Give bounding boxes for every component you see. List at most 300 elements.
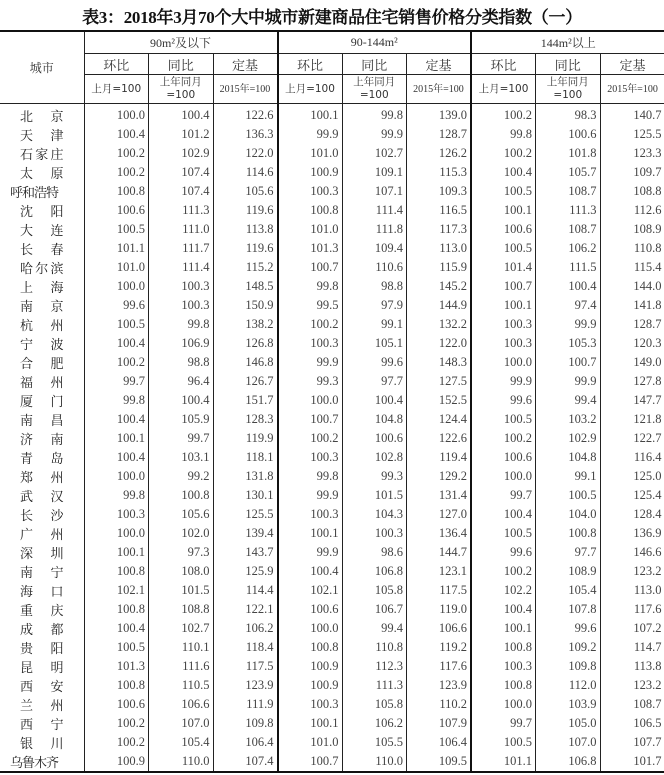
index-value: 110.2 <box>407 695 472 714</box>
index-value: 139.0 <box>407 104 472 126</box>
index-value: 149.0 <box>600 353 664 372</box>
index-value: 98.8 <box>342 277 407 296</box>
city-name: 长春 <box>20 243 64 258</box>
sub-header: 定基 <box>407 54 472 75</box>
index-value: 100.7 <box>471 277 536 296</box>
index-value: 105.8 <box>342 581 407 600</box>
index-value: 100.3 <box>278 182 343 201</box>
index-value: 119.0 <box>407 600 472 619</box>
index-value: 119.6 <box>213 239 278 258</box>
table-row <box>0 334 664 353</box>
index-value: 113.8 <box>600 657 664 676</box>
index-value: 100.5 <box>84 315 149 334</box>
index-value: 99.1 <box>342 315 407 334</box>
index-value: 100.6 <box>471 220 536 239</box>
group-header: 144m²以上 <box>471 31 664 54</box>
index-value: 109.4 <box>342 239 407 258</box>
index-value: 113.8 <box>213 220 278 239</box>
index-value: 114.7 <box>600 638 664 657</box>
index-value: 104.8 <box>342 410 407 429</box>
index-value: 100.3 <box>149 277 214 296</box>
index-value: 99.6 <box>471 543 536 562</box>
index-value: 127.0 <box>407 505 472 524</box>
index-value: 139.4 <box>213 524 278 543</box>
index-value: 100.8 <box>471 676 536 695</box>
index-value: 100.4 <box>342 391 407 410</box>
unit-header: 上年同月=100 <box>342 75 407 104</box>
index-value: 99.7 <box>84 372 149 391</box>
index-value: 143.7 <box>213 543 278 562</box>
index-value: 100.5 <box>471 410 536 429</box>
index-value: 100.6 <box>536 125 601 144</box>
index-value: 122.1 <box>213 600 278 619</box>
index-value: 100.8 <box>278 201 343 220</box>
index-value: 108.9 <box>600 220 664 239</box>
index-value: 97.9 <box>342 296 407 315</box>
city-name: 济南 <box>20 433 64 448</box>
index-value: 100.5 <box>84 220 149 239</box>
index-value: 99.6 <box>84 296 149 315</box>
index-value: 100.6 <box>471 448 536 467</box>
index-value: 109.8 <box>213 714 278 733</box>
index-value: 122.6 <box>213 104 278 126</box>
index-value: 100.3 <box>342 524 407 543</box>
index-value: 117.5 <box>213 657 278 676</box>
index-value: 115.2 <box>213 258 278 277</box>
city-name: 青岛 <box>20 452 64 467</box>
index-value: 100.9 <box>278 163 343 182</box>
index-value: 97.7 <box>342 372 407 391</box>
index-value: 111.8 <box>342 220 407 239</box>
index-value: 106.4 <box>407 733 472 752</box>
index-value: 111.7 <box>149 239 214 258</box>
index-value: 140.7 <box>600 104 664 126</box>
index-value: 136.3 <box>213 125 278 144</box>
index-value: 100.0 <box>84 467 149 486</box>
index-value: 122.6 <box>407 429 472 448</box>
index-value: 100.5 <box>471 182 536 201</box>
index-value: 127.8 <box>600 372 664 391</box>
index-value: 100.2 <box>84 353 149 372</box>
sub-header: 同比 <box>342 54 407 75</box>
unit-header: 上年同月=100 <box>149 75 214 104</box>
index-value: 100.6 <box>84 201 149 220</box>
index-value: 99.9 <box>278 353 343 372</box>
index-value: 106.6 <box>149 695 214 714</box>
index-value: 100.4 <box>84 410 149 429</box>
index-value: 99.8 <box>278 467 343 486</box>
index-value: 109.7 <box>600 163 664 182</box>
index-value: 101.3 <box>278 239 343 258</box>
city-name: 重庆 <box>20 604 64 619</box>
index-value: 99.9 <box>278 125 343 144</box>
index-value: 124.4 <box>407 410 472 429</box>
index-value: 100.5 <box>536 486 601 505</box>
index-value: 110.6 <box>342 258 407 277</box>
index-value: 106.4 <box>213 733 278 752</box>
index-value: 100.1 <box>84 429 149 448</box>
index-value: 101.2 <box>149 125 214 144</box>
index-value: 108.7 <box>536 220 601 239</box>
index-value: 99.8 <box>149 315 214 334</box>
index-value: 100.4 <box>149 104 214 126</box>
index-value: 110.0 <box>342 752 407 772</box>
unit-header: 上月=100 <box>471 75 536 104</box>
index-value: 117.5 <box>407 581 472 600</box>
unit-header: 上月=100 <box>84 75 149 104</box>
index-value: 141.8 <box>600 296 664 315</box>
table-row <box>0 429 664 448</box>
table-row <box>0 144 664 163</box>
column-header-city: 城市 <box>0 31 84 104</box>
table-row <box>0 296 664 315</box>
index-value: 100.2 <box>84 714 149 733</box>
index-value: 116.5 <box>407 201 472 220</box>
city-name: 郑州 <box>20 471 64 486</box>
index-value: 100.3 <box>471 315 536 334</box>
index-value: 100.0 <box>278 619 343 638</box>
sub-header: 定基 <box>600 54 664 75</box>
index-value: 100.3 <box>278 448 343 467</box>
index-value: 99.7 <box>471 714 536 733</box>
index-value: 108.8 <box>600 182 664 201</box>
index-value: 106.9 <box>149 334 214 353</box>
city-name: 西安 <box>20 680 64 695</box>
index-value: 100.5 <box>471 239 536 258</box>
table-row <box>0 201 664 220</box>
table-row <box>0 353 664 372</box>
index-value: 122.7 <box>600 429 664 448</box>
table-row <box>0 258 664 277</box>
city-name: 太原 <box>20 167 64 182</box>
index-value: 100.1 <box>278 714 343 733</box>
index-value: 100.5 <box>84 638 149 657</box>
index-value: 146.6 <box>600 543 664 562</box>
city-name: 上海 <box>20 281 64 296</box>
index-value: 99.1 <box>536 467 601 486</box>
index-value: 117.6 <box>407 657 472 676</box>
index-value: 123.9 <box>407 676 472 695</box>
index-value: 99.9 <box>536 315 601 334</box>
index-value: 148.5 <box>213 277 278 296</box>
index-value: 116.4 <box>600 448 664 467</box>
index-value: 148.3 <box>407 353 472 372</box>
city-name: 天津 <box>20 129 64 144</box>
index-value: 113.0 <box>600 581 664 600</box>
index-value: 122.0 <box>407 334 472 353</box>
index-value: 117.3 <box>407 220 472 239</box>
index-value: 110.8 <box>600 239 664 258</box>
index-value: 111.6 <box>149 657 214 676</box>
table-row <box>0 315 664 334</box>
index-value: 100.0 <box>84 524 149 543</box>
index-value: 119.6 <box>213 201 278 220</box>
index-value: 99.9 <box>471 372 536 391</box>
index-value: 110.1 <box>149 638 214 657</box>
index-value: 107.4 <box>213 752 278 772</box>
index-value: 100.0 <box>278 391 343 410</box>
index-value: 100.2 <box>471 429 536 448</box>
table-row <box>0 391 664 410</box>
index-value: 144.0 <box>600 277 664 296</box>
index-value: 118.4 <box>213 638 278 657</box>
index-value: 108.7 <box>536 182 601 201</box>
index-value: 106.8 <box>342 562 407 581</box>
index-value: 100.0 <box>84 277 149 296</box>
table-row <box>0 410 664 429</box>
index-value: 100.8 <box>84 182 149 201</box>
index-value: 115.3 <box>407 163 472 182</box>
index-value: 105.4 <box>536 581 601 600</box>
table-row <box>0 619 664 638</box>
index-value: 99.6 <box>471 391 536 410</box>
index-value: 107.7 <box>600 733 664 752</box>
index-value: 100.7 <box>278 410 343 429</box>
index-value: 100.2 <box>278 429 343 448</box>
index-value: 102.2 <box>471 581 536 600</box>
table-row <box>0 486 664 505</box>
index-value: 131.8 <box>213 467 278 486</box>
index-value: 109.5 <box>407 752 472 772</box>
index-value: 100.5 <box>471 524 536 543</box>
index-value: 99.9 <box>536 372 601 391</box>
city-name: 贵阳 <box>20 642 64 657</box>
index-value: 144.9 <box>407 296 472 315</box>
city-name: 沈阳 <box>20 205 64 220</box>
city-name: 银川 <box>20 737 64 752</box>
index-value: 100.1 <box>84 543 149 562</box>
index-value: 108.9 <box>536 562 601 581</box>
index-value: 125.5 <box>600 125 664 144</box>
index-value: 100.4 <box>471 505 536 524</box>
index-value: 105.6 <box>213 182 278 201</box>
index-value: 103.9 <box>536 695 601 714</box>
index-value: 111.4 <box>342 201 407 220</box>
index-value: 112.3 <box>342 657 407 676</box>
index-value: 126.8 <box>213 334 278 353</box>
index-value: 110.8 <box>342 638 407 657</box>
index-value: 107.9 <box>407 714 472 733</box>
index-value: 113.0 <box>407 239 472 258</box>
index-value: 123.1 <box>407 562 472 581</box>
index-value: 100.4 <box>84 334 149 353</box>
index-value: 101.0 <box>84 258 149 277</box>
index-value: 100.9 <box>278 676 343 695</box>
index-value: 99.3 <box>342 467 407 486</box>
index-value: 99.4 <box>536 391 601 410</box>
index-value: 99.9 <box>278 543 343 562</box>
index-value: 101.0 <box>278 733 343 752</box>
index-value: 100.1 <box>278 524 343 543</box>
city-name: 福州 <box>20 376 64 391</box>
index-value: 100.4 <box>471 600 536 619</box>
index-value: 107.0 <box>536 733 601 752</box>
index-value: 100.9 <box>278 657 343 676</box>
index-value: 99.7 <box>471 486 536 505</box>
index-value: 100.7 <box>278 752 343 772</box>
index-value: 100.4 <box>84 125 149 144</box>
index-value: 109.2 <box>536 638 601 657</box>
index-value: 128.3 <box>213 410 278 429</box>
index-value: 128.7 <box>600 315 664 334</box>
index-value: 120.3 <box>600 334 664 353</box>
index-value: 129.2 <box>407 467 472 486</box>
group-header: 90-144m² <box>278 31 472 54</box>
city-name: 深圳 <box>20 547 64 562</box>
index-value: 98.8 <box>149 353 214 372</box>
table-row <box>0 277 664 296</box>
index-value: 115.9 <box>407 258 472 277</box>
index-value: 100.5 <box>471 733 536 752</box>
index-value: 105.9 <box>149 410 214 429</box>
index-value: 104.0 <box>536 505 601 524</box>
index-value: 101.0 <box>278 220 343 239</box>
index-value: 98.6 <box>342 543 407 562</box>
city-name: 海口 <box>20 585 64 600</box>
table-row <box>0 448 664 467</box>
table-row <box>0 676 664 695</box>
unit-header: 2015年=100 <box>600 75 664 104</box>
index-value: 119.4 <box>407 448 472 467</box>
index-value: 107.0 <box>149 714 214 733</box>
index-value: 106.8 <box>536 752 601 772</box>
index-value: 109.3 <box>407 182 472 201</box>
index-value: 119.9 <box>213 429 278 448</box>
unit-header: 上年同月=100 <box>536 75 601 104</box>
index-value: 100.4 <box>149 391 214 410</box>
index-value: 106.6 <box>407 619 472 638</box>
index-value: 101.1 <box>84 239 149 258</box>
index-value: 114.4 <box>213 581 278 600</box>
index-value: 152.5 <box>407 391 472 410</box>
index-value: 107.2 <box>600 619 664 638</box>
table-row <box>0 600 664 619</box>
table-row <box>0 125 664 144</box>
index-value: 111.3 <box>149 201 214 220</box>
index-value: 100.7 <box>536 353 601 372</box>
index-value: 105.3 <box>536 334 601 353</box>
table-row <box>0 163 664 182</box>
index-value: 100.8 <box>471 638 536 657</box>
index-value: 112.0 <box>536 676 601 695</box>
index-value: 107.1 <box>342 182 407 201</box>
city-name: 合肥 <box>20 357 64 372</box>
index-value: 138.2 <box>213 315 278 334</box>
index-value: 102.7 <box>149 619 214 638</box>
city-name: 乌鲁木齐 <box>10 756 59 771</box>
city-name: 武汉 <box>20 490 64 505</box>
index-value: 100.2 <box>84 163 149 182</box>
index-value: 102.8 <box>342 448 407 467</box>
index-value: 131.4 <box>407 486 472 505</box>
unit-header: 2015年=100 <box>407 75 472 104</box>
index-value: 107.4 <box>149 163 214 182</box>
index-value: 100.2 <box>471 104 536 126</box>
price-index-table <box>0 30 664 773</box>
unit-header: 上月=100 <box>278 75 343 104</box>
index-value: 105.5 <box>342 733 407 752</box>
index-value: 132.2 <box>407 315 472 334</box>
index-value: 110.5 <box>149 676 214 695</box>
index-value: 97.4 <box>536 296 601 315</box>
index-value: 107.8 <box>536 600 601 619</box>
index-value: 110.0 <box>149 752 214 772</box>
index-value: 123.3 <box>600 144 664 163</box>
index-value: 100.1 <box>471 619 536 638</box>
city-name: 北京 <box>20 110 64 125</box>
index-value: 100.0 <box>471 353 536 372</box>
city-name: 大连 <box>20 224 64 239</box>
index-value: 102.9 <box>149 144 214 163</box>
index-value: 111.5 <box>536 258 601 277</box>
index-value: 99.8 <box>84 391 149 410</box>
index-value: 107.4 <box>149 182 214 201</box>
table-row <box>0 524 664 543</box>
index-value: 100.3 <box>278 334 343 353</box>
index-value: 106.5 <box>600 714 664 733</box>
index-value: 103.2 <box>536 410 601 429</box>
index-value: 100.3 <box>149 296 214 315</box>
index-value: 101.5 <box>342 486 407 505</box>
index-value: 130.1 <box>213 486 278 505</box>
index-value: 114.6 <box>213 163 278 182</box>
index-value: 99.7 <box>149 429 214 448</box>
index-value: 99.8 <box>84 486 149 505</box>
index-value: 101.7 <box>600 752 664 772</box>
sub-header: 同比 <box>536 54 601 75</box>
index-value: 104.8 <box>536 448 601 467</box>
index-value: 102.1 <box>278 581 343 600</box>
table-row <box>0 657 664 676</box>
table-row <box>0 562 664 581</box>
table-row <box>0 104 664 126</box>
index-value: 136.4 <box>407 524 472 543</box>
index-value: 100.3 <box>471 657 536 676</box>
index-value: 99.5 <box>278 296 343 315</box>
index-value: 123.2 <box>600 562 664 581</box>
index-value: 101.1 <box>471 752 536 772</box>
index-value: 105.7 <box>536 163 601 182</box>
city-name: 宁波 <box>20 338 64 353</box>
index-value: 147.7 <box>600 391 664 410</box>
unit-header: 2015年=100 <box>213 75 278 104</box>
index-value: 145.2 <box>407 277 472 296</box>
index-value: 101.4 <box>471 258 536 277</box>
city-name: 杭州 <box>20 319 64 334</box>
table-row <box>0 714 664 733</box>
city-name: 南宁 <box>20 566 64 581</box>
index-value: 106.2 <box>536 239 601 258</box>
index-value: 112.6 <box>600 201 664 220</box>
index-value: 123.2 <box>600 676 664 695</box>
index-value: 102.1 <box>84 581 149 600</box>
table-row <box>0 695 664 714</box>
city-name: 长沙 <box>20 509 64 524</box>
index-value: 96.4 <box>149 372 214 391</box>
index-value: 108.0 <box>149 562 214 581</box>
sub-header: 环比 <box>471 54 536 75</box>
city-name: 哈尔滨 <box>20 262 64 277</box>
index-value: 111.3 <box>536 201 601 220</box>
index-value: 100.9 <box>84 752 149 772</box>
table-title: 表3：2018年3月70个大中城市新建商品住宅销售价格分类指数（一） <box>82 8 582 27</box>
index-value: 99.9 <box>342 125 407 144</box>
table-row <box>0 581 664 600</box>
index-value: 128.4 <box>600 505 664 524</box>
index-value: 103.1 <box>149 448 214 467</box>
city-name: 西宁 <box>20 718 64 733</box>
index-value: 100.7 <box>278 258 343 277</box>
